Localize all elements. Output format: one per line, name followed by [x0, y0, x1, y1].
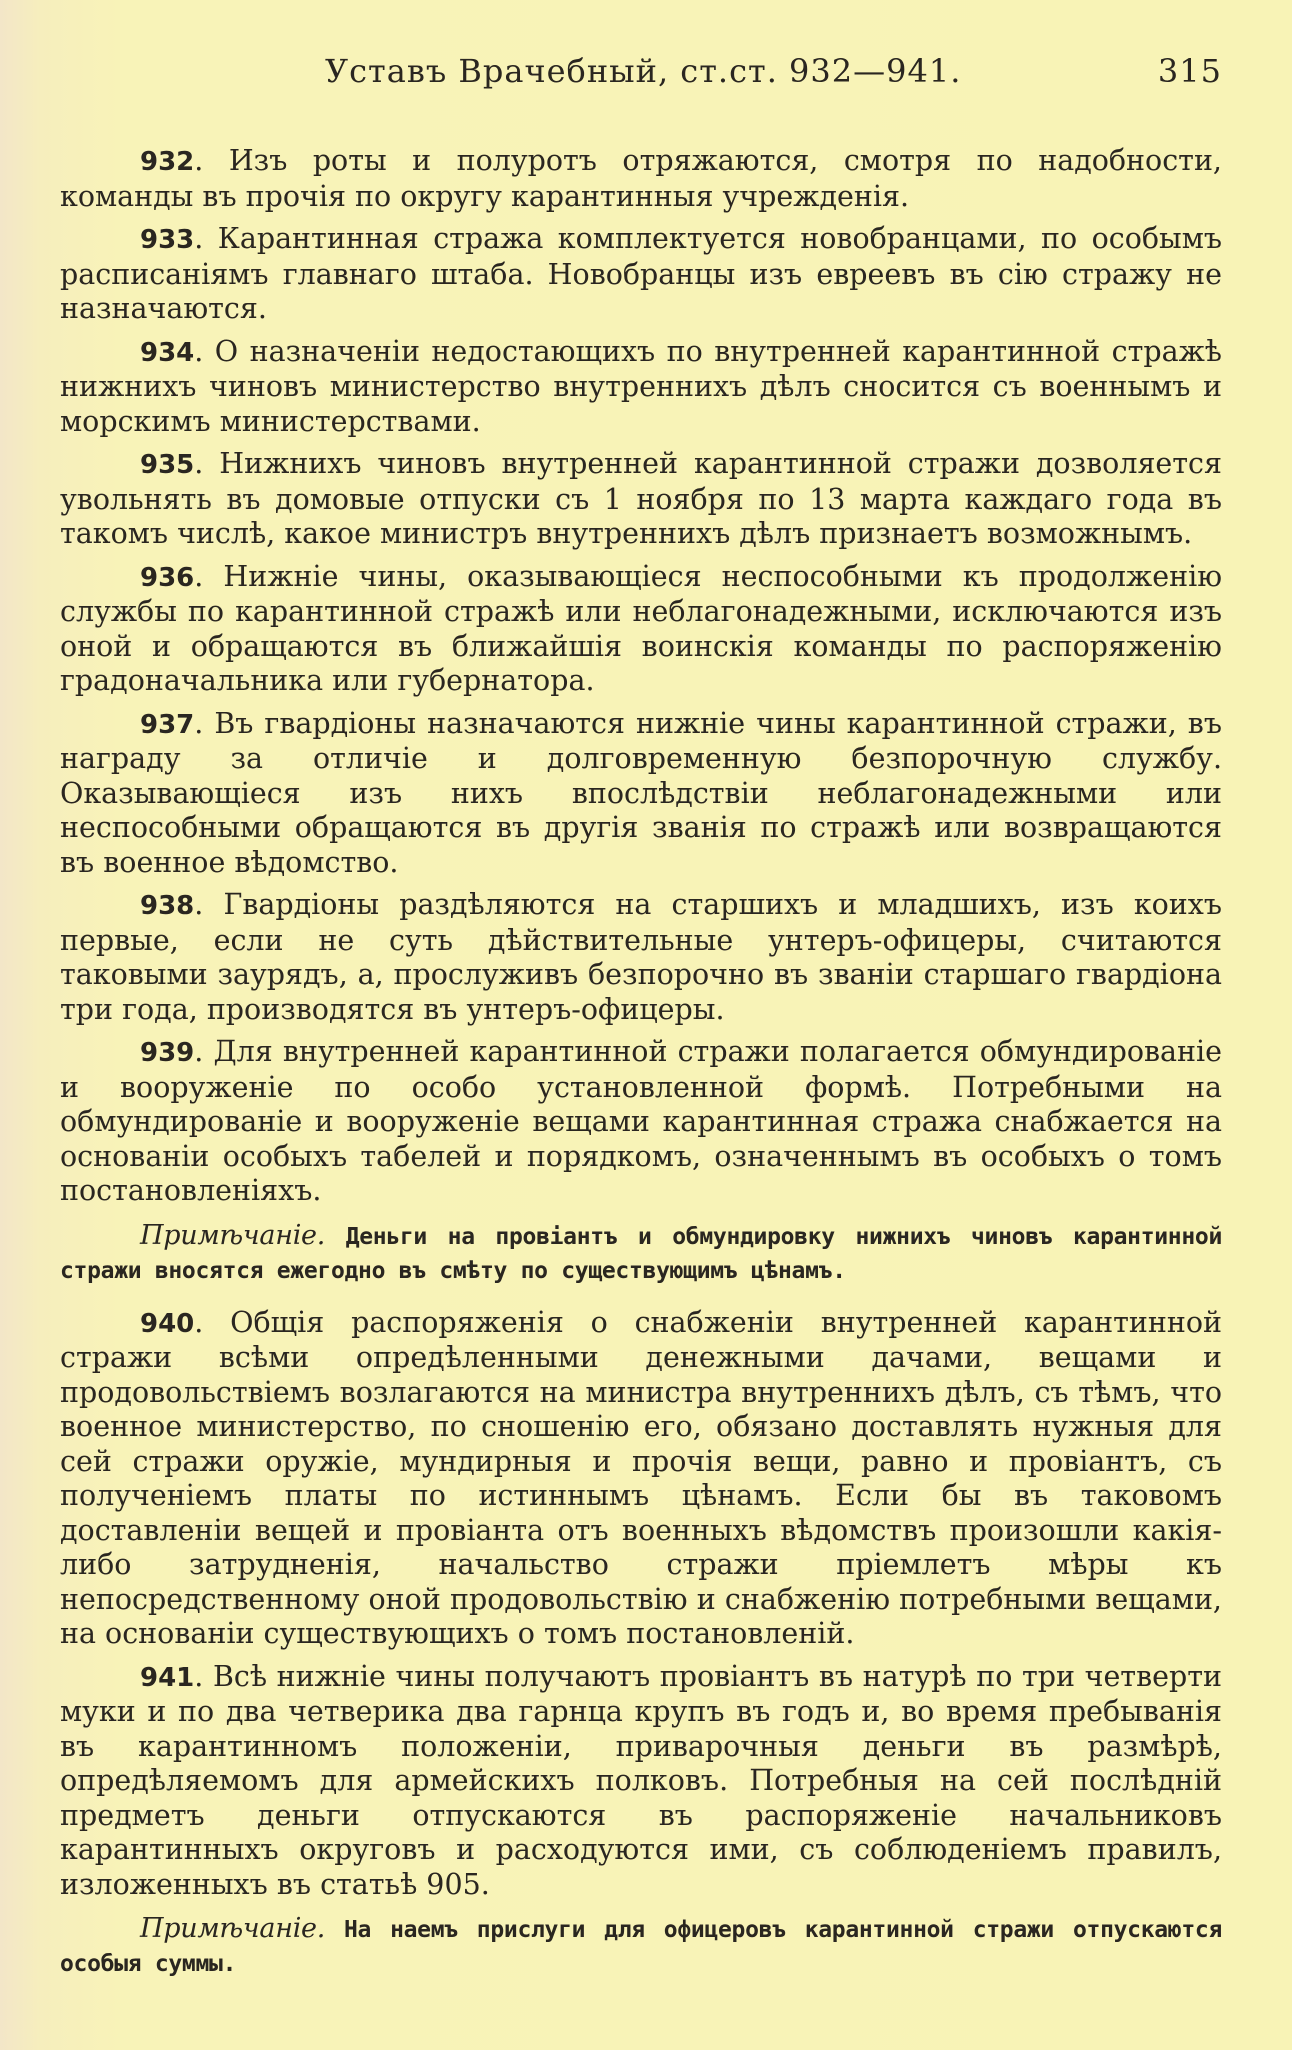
article-940	[60, 1306, 1222, 1652]
note-label: Примѣчаніе.	[140, 1219, 326, 1251]
article-text: . Нижніе чины, оказывающіеся неспособными къ продолженію службы по карантинной стражѣ или неблагонадежными, исключаются изъ оной и обращаются въ ближайшія воинскія команды по распоряженію градоначальника или губернатора.	[60, 559, 1222, 697]
article-937	[60, 707, 1222, 881]
article-text: . Нижнихъ чиновъ внутренней карантинной стражи дозволяется увольнять въ домовые отпуски съ 1 ноября по 13 марта каждаго года въ такомъ числѣ, какое министръ внутреннихъ дѣлъ признаетъ возможнымъ.	[60, 447, 1222, 550]
article-936	[60, 560, 1222, 699]
article-941	[60, 1660, 1222, 1903]
article-933	[60, 222, 1222, 327]
article-text: . О назначеніи недостающихъ по внутренней карантинной стражѣ нижнихъ чиновъ министерство внутреннихъ дѣлъ сносится съ военнымъ и морскимъ министерствами.	[60, 334, 1222, 438]
article-text: . Въ гвардіоны назначаются нижніе чины карантинной стражи, въ награду за отличіе и долговременную безпорочную службу. Оказывающіеся изъ нихъ впослѣдствіи неблагонадежными или неспособными обращаются въ другія званія по стражѣ или возвращаются въ военное вѣдомство.	[60, 706, 1222, 879]
article-938	[60, 888, 1222, 1027]
article-934	[60, 335, 1222, 440]
article-932	[60, 144, 1222, 214]
article-text: . Для внутренней карантинной стражи полагается обмундированіе и вооруженіе по особо установленной формѣ. Потребными на обмундированіе и вооруженіе вещами карантинная стража снабжается на основаніи особыхъ табелей и порядкомъ, означеннымъ въ особыхъ о томъ постановленіяхъ.	[60, 1035, 1222, 1207]
page-body	[60, 144, 1222, 1981]
article-number: 940	[140, 1308, 195, 1339]
note-after-941	[60, 1912, 1222, 1981]
article-939	[60, 1035, 1222, 1209]
article-935	[60, 447, 1222, 552]
article-text: . Изъ роты и полуротъ отряжаются, смотря по надобности, команды въ прочія по округу карантинныя учрежденія.	[60, 144, 1222, 213]
article-number: 937	[140, 709, 195, 740]
article-number: 932	[140, 147, 195, 177]
article-number: 935	[140, 450, 195, 480]
article-text: . Гвардіоны раздѣляются на старшихъ и младшихъ, изъ коихъ первые, если не суть дѣйствительные унтеръ-офицеры, считаются таковыми заурядъ, а, прослуживъ безпорочно въ званіи старшаго гвардіона три года, производятся въ унтеръ-офицеры.	[60, 888, 1222, 1026]
article-text: . Всѣ нижніе чины получаютъ провіантъ въ натурѣ по три четверти муки и по два четверика два гарнца крупъ въ годъ и, во время пребыванія въ карантинномъ положеніи, приварочныя деньги въ размѣрѣ, опредѣляемомъ для армейскихъ полковъ. Потребныя на сей послѣдній предметъ деньги отпускаются въ распоряженіе начальниковъ карантинныхъ округовъ и расходуются ими, съ соблюденіемъ правилъ, изложенныхъ въ статьѣ 905.	[60, 1659, 1222, 1901]
article-number: 941	[140, 1662, 195, 1693]
note-after-939	[60, 1219, 1222, 1288]
note-text: На наемъ прислуги для офицеровъ карантинной стражи отпускаются особыя суммы.	[60, 1917, 1222, 1977]
article-number: 933	[140, 225, 195, 255]
header-title: Уставъ Врачебный, ст.ст. 932—941.	[325, 52, 962, 90]
note-label: Примѣчаніе.	[140, 1913, 326, 1944]
article-number: 939	[140, 1038, 195, 1068]
running-header	[60, 52, 1222, 112]
article-text: . Общія распоряженія о снабженіи внутренней карантинной стражи всѣми опредѣленными денежными дачами, вещами и продовольствіемъ возлагаются на министра внутреннихъ дѣлъ, съ тѣмъ, что военное министерство, по сношенію его, обязано доставлять нужныя для сей стражи оружіе, мундирныя и прочія вещи, равно и провіантъ, съ полученіемъ платы по истиннымъ цѣнамъ. Если бы въ таковомъ доставленіи вещей и провіанта отъ военныхъ вѣдомствъ произошли какія-либо затрудненія, начальство стражи пріемлетъ мѣры къ непосредственному оной продовольствію и снабженію потребными вещами, на основаніи существующихъ о томъ постановленій.	[60, 1305, 1222, 1650]
article-text: . Карантинная стража комплектуется новобранцами, по особымъ расписаніямъ главнаго штаба. Новобранцы изъ евреевъ въ сію стражу не назначаются.	[60, 222, 1222, 325]
page-number: 315	[1157, 52, 1222, 90]
article-number: 936	[140, 562, 195, 593]
article-number: 934	[140, 337, 195, 368]
note-text: Деньги на провіантъ и обмундировку нижнихъ чиновъ карантинной стражи вносятся ежегодно въ смѣту по существующимъ цѣнамъ.	[60, 1223, 1222, 1284]
article-number: 938	[140, 891, 195, 921]
